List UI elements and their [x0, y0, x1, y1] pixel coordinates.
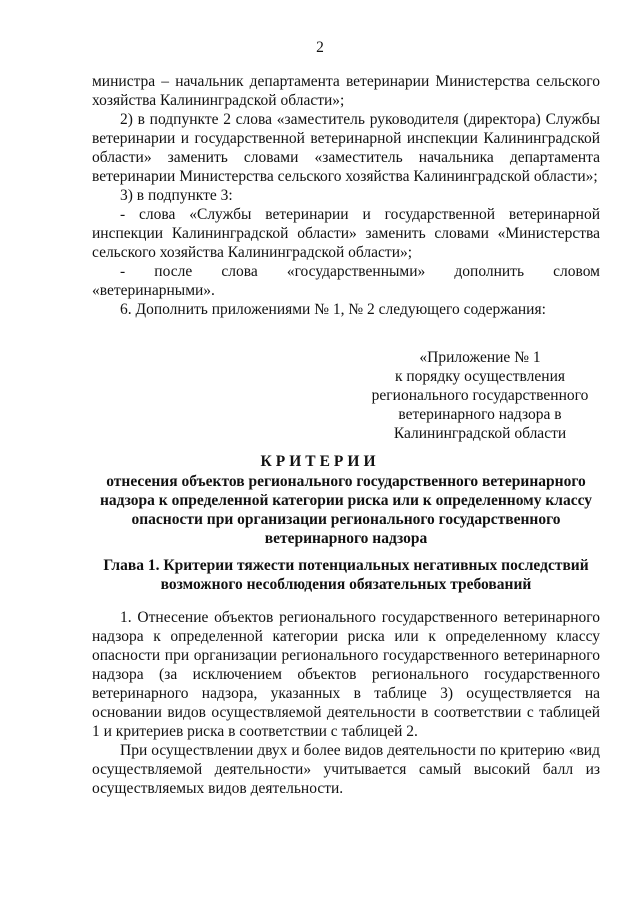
criteria-title: КРИТЕРИИ [260, 453, 380, 470]
paragraph-subitem-3: 3) в подпункте 3: [120, 187, 233, 204]
page-number: 2 [316, 39, 324, 56]
criteria-subtitle: отнесения объектов регионального государственного ветеринарного надзора к определенной категории риска или к определенному классу опасности при организации регионального государственного ветеринарного надзора [99, 473, 593, 547]
appendix-line: ветеринарного надзора в [398, 406, 562, 423]
chapter-text-block [92, 608, 600, 798]
paragraph-minister: министра – начальник департамента ветеринарии Министерства сельского хозяйства Калининградской области»; [92, 73, 600, 109]
paragraph-words-replace: - слова «Службы ветеринарии и государственной ветеринарной инспекции Калининградской области» заменить словами «Министерства сельского хозяйства Калининградской области»; [92, 206, 600, 261]
chapter-title: Глава 1. Критерии тяжести потенциальных негативных последствий возможного несоблюдения обязательных требований [103, 557, 589, 593]
appendix-line: «Приложение № 1 [419, 349, 541, 366]
appendix-line: регионального государственного [371, 387, 589, 404]
appendix-line: к порядку осуществления [394, 368, 565, 385]
amendment-text-block [92, 72, 600, 319]
appendix-caption [360, 348, 600, 443]
paragraph-words-add: - после слова «государственными» дополнить словом «ветеринарными». [92, 263, 600, 299]
paragraph-add-appendices: 6. Дополнить приложениями № 1, № 2 следующего содержания: [120, 301, 546, 318]
paragraph-item-1: 1. Отнесение объектов регионального государственного ветеринарного надзора к определенной категории риска или к определенному классу опасности при организации регионального государственного ветеринарного надзора (за исключением объектов регионального государственного ветеринарного надзора, указанных в таблице 3) осуществляется на основании видов осуществляемой деятельности в соответствии с таблицей 1 и критериев риска в соответствии с таблицей 2. [92, 609, 600, 740]
paragraph-subitem-2: 2) в подпункте 2 слова «заместитель руководителя (директора) Службы ветеринарии и государственной ветеринарной инспекции Калининградской области» заменить словами «заместитель начальника департамента ветеринарии Министерства сельского хозяйства Калининградской области»; [92, 111, 600, 185]
appendix-line: Калининградской области [393, 425, 567, 442]
paragraph-multiple-activities: При осуществлении двух и более видов деятельности по критерию «вид осуществляемой деятельности» учитывается самый высокий балл из осуществляемых видов деятельности. [92, 742, 600, 797]
